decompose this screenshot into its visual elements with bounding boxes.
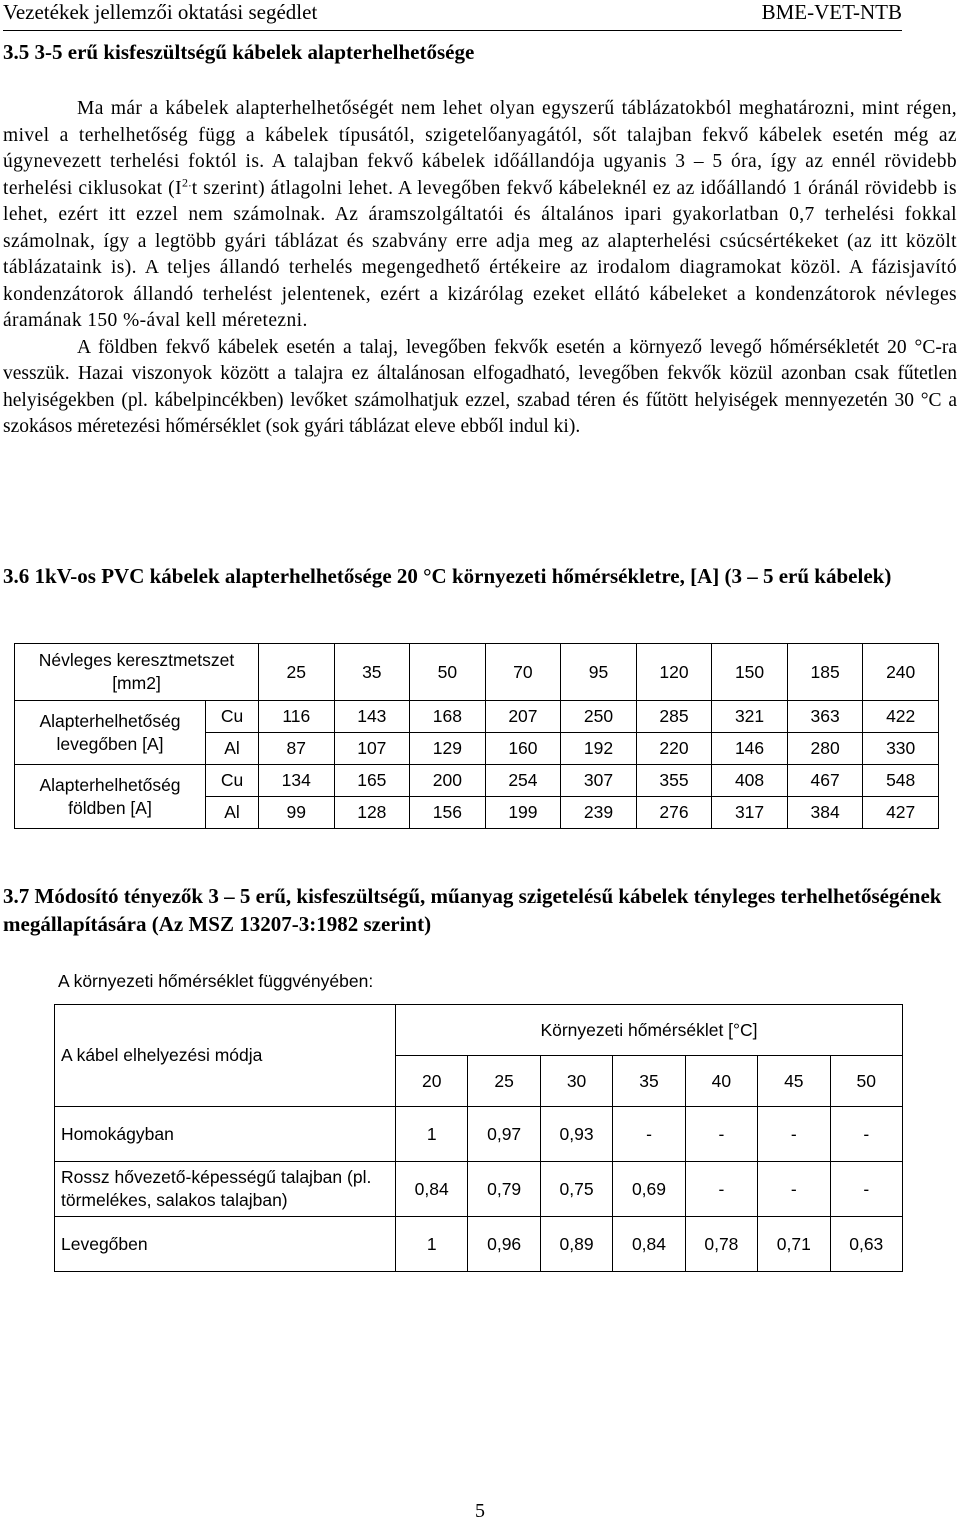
section-3-6-title: 3.6 1kV-os PVC kábelek alapterhelhetősége 20 °C környezeti hőmérsékletre, [A] (3 – 5 erű kábelek)	[3, 564, 892, 588]
value-cell: 355	[636, 765, 712, 797]
value-cell: 427	[863, 797, 939, 829]
value-cell: 280	[787, 733, 863, 765]
value-cell: 99	[259, 797, 335, 829]
size-header-cell: 95	[561, 644, 637, 701]
metal-cell: Al	[206, 733, 259, 765]
page-number: 5	[475, 1500, 485, 1522]
factor-cell: -	[830, 1107, 902, 1162]
header-left: Vezetékek jellemzői oktatási segédlet	[3, 0, 318, 24]
size-header-cell: 150	[712, 644, 788, 701]
value-cell: 408	[712, 765, 788, 797]
value-cell: 165	[334, 765, 410, 797]
size-header-cell: 185	[787, 644, 863, 701]
value-cell: 276	[636, 797, 712, 829]
value-cell: 254	[485, 765, 561, 797]
factor-cell: -	[685, 1162, 757, 1217]
value-cell: 200	[410, 765, 486, 797]
paragraph-1-superscript: 2.	[181, 175, 192, 189]
size-header-cell: 240	[863, 644, 939, 701]
factor-cell: 0,89	[540, 1217, 612, 1272]
paragraph-1-part-a: Ma már a kábelek alapterhelhetőségét nem lehet olyan egyszerű táblázatokból meghatározni, mint régen, mivel a terhelhetőség függ a kábelek típusától, szigetelőanyagától, sőt talajban fekvő kábelek esetén még az úgynevezett terhelési foktól is. A talajban fekvő kábelek időállandója ugyanis 3 – 5 óra, így az ennél rövidebb terhelési ciklusokat (I	[3, 98, 957, 199]
factor-cell: 0,93	[540, 1107, 612, 1162]
header-cell: Névleges keresztmetszet [mm2]	[15, 644, 259, 701]
temperature-cell: 30	[540, 1056, 612, 1107]
table-row	[55, 1005, 903, 1056]
factor-cell: 0,69	[613, 1162, 685, 1217]
size-header-cell: 35	[334, 644, 410, 701]
paragraph-2: A földben fekvő kábelek esetén a talaj, levegőben fekvők esetén a környező levegő hőmérsékletét 20 °C-ra vesszük. Hazai viszonyok között a talajra ez általánosan elfogadható, levegőben fekvők közül azonban csak fűtetlen helyiségekben (pl. kábelpincékben) levőket számolhatjuk ezzel, szabad téren és fűtött helyiségek mennyezetén 30 °C a szokásos méretezési hőmérséklet (sok gyári táblázat eleve ebből indul ki).	[3, 336, 957, 437]
paragraph-1-part-b: t szerint) átlagolni lehet. A levegőben fekvő kábeleknél ez az időállandó 1 óránál rövidebb is lehet, ezért itt ezzel nem számolnak. Az áramszolgáltatói és általános ipari gyakorlatban 0,7 terhelési fokkal számolnak, így a legtöbb gyári táblázat és szabvány erre adja meg az alapterhelési csúcsértékeket (az itt közölt táblázataink is). A teljes állandó terhelés megengedhető értékeire az irodalom diagramokat közöl. A fázisjavító kondenzátorok állandó terhelést jelentenek, ezért a kizárólag ezeket ellátó kábeleket a kondenzátorok névleges áramának 150 %-ával kell méretezni.	[3, 177, 958, 331]
value-cell: 87	[259, 733, 335, 765]
table-row	[15, 701, 939, 733]
factor-cell: 0,79	[468, 1162, 540, 1217]
factor-cell: 1	[396, 1217, 468, 1272]
size-header-cell: 120	[636, 644, 712, 701]
value-cell: 160	[485, 733, 561, 765]
temperature-cell: 50	[830, 1056, 902, 1107]
value-cell: 143	[334, 701, 410, 733]
value-cell: 250	[561, 701, 637, 733]
factor-cell: 0,71	[758, 1217, 830, 1272]
factor-cell: 0,84	[613, 1217, 685, 1272]
factor-cell: 0,96	[468, 1217, 540, 1272]
value-cell: 116	[259, 701, 335, 733]
value-cell: 129	[410, 733, 486, 765]
factor-cell: 0,84	[396, 1162, 468, 1217]
value-cell: 168	[410, 701, 486, 733]
value-cell: 199	[485, 797, 561, 829]
metal-cell: Cu	[206, 701, 259, 733]
value-cell: 363	[787, 701, 863, 733]
value-cell: 146	[712, 733, 788, 765]
placement-label-cell: Levegőben	[55, 1217, 396, 1272]
placement-label-cell: Homokágyban	[55, 1107, 396, 1162]
size-header-cell: 50	[410, 644, 486, 701]
header-right: BME-VET-NTB	[761, 0, 902, 24]
placement-header-cell: A kábel elhelyezési módja	[55, 1005, 396, 1107]
table-row	[15, 644, 939, 701]
value-cell: 384	[787, 797, 863, 829]
factor-cell: 0,78	[685, 1217, 757, 1272]
paragraph-1	[3, 96, 957, 335]
section-3-7-title: 3.7 Módosító tényezők 3 – 5 erű, kisfeszültségű, műanyag szigetelésű kábelek tényleges terhelhetőségének megállapítására (Az MSZ 13207-3:1982 szerint)	[3, 884, 942, 936]
table-row	[15, 765, 939, 797]
value-cell: 192	[561, 733, 637, 765]
group-label-cell: Alapterhelhetőség földben [A]	[15, 765, 206, 829]
value-cell: 422	[863, 701, 939, 733]
value-cell: 220	[636, 733, 712, 765]
temperature-cell: 20	[396, 1056, 468, 1107]
value-cell: 330	[863, 733, 939, 765]
cable-capacity-table	[14, 643, 939, 829]
factor-cell: 0,75	[540, 1162, 612, 1217]
factor-cell: -	[613, 1107, 685, 1162]
table-row	[55, 1107, 903, 1162]
placement-label-cell: Rossz hővezető-képességű talajban (pl. törmelékes, salakos talajban)	[55, 1162, 396, 1217]
temperature-header-cell: Környezeti hőmérséklet [°C]	[396, 1005, 903, 1056]
size-header-cell: 25	[259, 644, 335, 701]
correction-factor-table	[54, 1004, 903, 1272]
factor-cell: 0,63	[830, 1217, 902, 1272]
value-cell: 156	[410, 797, 486, 829]
section-3-7-subtitle: A környezeti hőmérséklet függvényében:	[58, 971, 374, 991]
temperature-cell: 40	[685, 1056, 757, 1107]
factor-cell: -	[758, 1162, 830, 1217]
factor-cell: -	[685, 1107, 757, 1162]
section-3-5-body	[3, 96, 957, 441]
value-cell: 321	[712, 701, 788, 733]
metal-cell: Al	[206, 797, 259, 829]
value-cell: 107	[334, 733, 410, 765]
factor-cell: -	[830, 1162, 902, 1217]
value-cell: 548	[863, 765, 939, 797]
temperature-cell: 25	[468, 1056, 540, 1107]
value-cell: 317	[712, 797, 788, 829]
value-cell: 285	[636, 701, 712, 733]
factor-cell: -	[758, 1107, 830, 1162]
table-row	[55, 1162, 903, 1217]
table-row	[55, 1217, 903, 1272]
value-cell: 207	[485, 701, 561, 733]
value-cell: 467	[787, 765, 863, 797]
temperature-cell: 35	[613, 1056, 685, 1107]
value-cell: 307	[561, 765, 637, 797]
factor-cell: 0,97	[468, 1107, 540, 1162]
size-header-cell: 70	[485, 644, 561, 701]
value-cell: 134	[259, 765, 335, 797]
section-3-5-title: 3.5 3-5 erű kisfeszültségű kábelek alapterhelhetősége	[3, 40, 475, 64]
metal-cell: Cu	[206, 765, 259, 797]
running-header	[3, 0, 902, 31]
value-cell: 128	[334, 797, 410, 829]
value-cell: 239	[561, 797, 637, 829]
group-label-cell: Alapterhelhetőség levegőben [A]	[15, 701, 206, 765]
temperature-cell: 45	[758, 1056, 830, 1107]
factor-cell: 1	[396, 1107, 468, 1162]
